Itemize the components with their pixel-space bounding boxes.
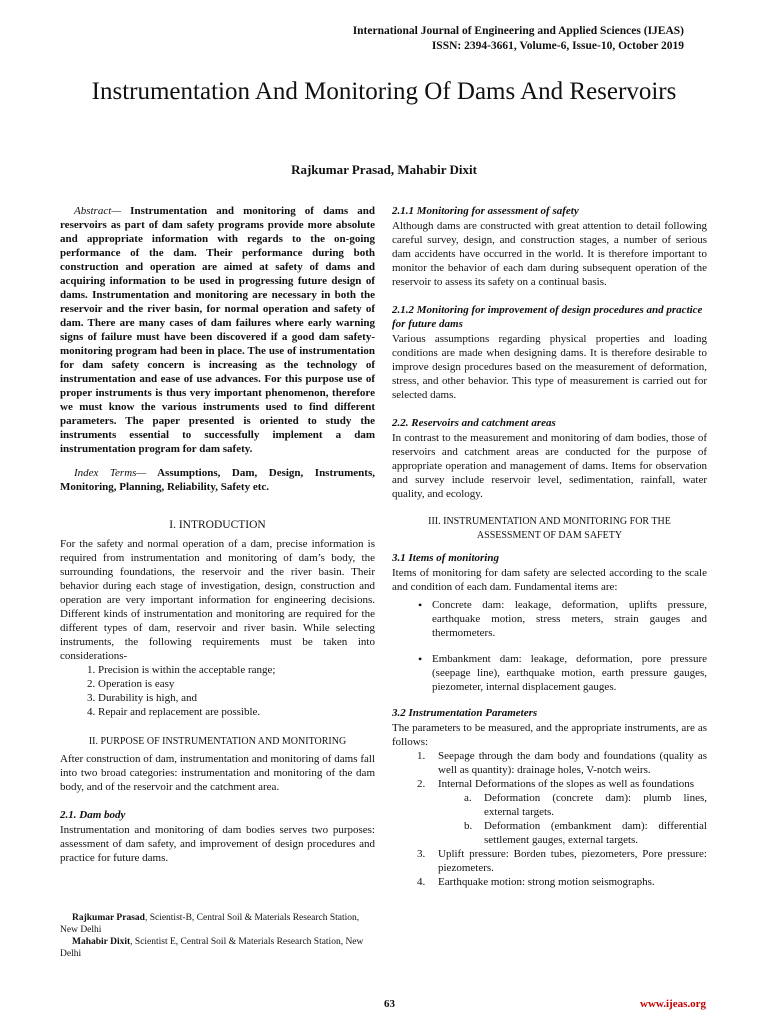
abstract — [60, 204, 375, 456]
paper-authors: Rajkumar Prasad, Mahabir Dixit — [291, 162, 477, 177]
dam-body-heading: 2.1. Dam body — [60, 809, 126, 821]
list-item: 3. Durability is high, and — [98, 691, 375, 705]
s212-paragraph: Various assumptions regarding physical properties and loading conditions are made when designing dams. It is therefore desirable to improve design procedures based on the measurement of deformation, stress, and other behavior. This type of measurement is carried out for selected dams. — [392, 333, 707, 401]
section3-heading — [392, 515, 707, 543]
list-item: 4. Earthquake motion: strong motion seismographs. — [417, 876, 655, 888]
s32-paragraph: The parameters to be measured, and the appropriate instruments, are as follows: — [392, 722, 707, 748]
s22-heading: 2.2. Reservoirs and catchment areas — [392, 417, 556, 429]
abstract-lead: Abstract— — [74, 205, 122, 217]
dam-body-paragraph: Instrumentation and monitoring of dam bodies serves two purposes: assessment of dam safety, and improvement of design procedures and practice for future dams. — [60, 824, 375, 864]
journal-website-link[interactable]: www.ijeas.org — [640, 998, 706, 1010]
page-number: 63 — [384, 998, 395, 1010]
right-column — [392, 204, 707, 889]
s22-paragraph: In contrast to the measurement and monitoring of dam bodies, those of reservoirs and catchment areas are conducted for the purpose of appropriate operation and management of dams. Items for observation and survey include reservoir level, sedimentation, rainfall, water quality, and ecology. — [392, 432, 707, 500]
journal-name: International Journal of Engineering and Applied Sciences (IJEAS) — [352, 25, 684, 37]
list-item: • Concrete dam: leakage, deformation, uplifts pressure, earthquake motion, stress meters, strain gauges and thermometers. — [418, 598, 707, 639]
footnote-author-1: Rajkumar Prasad — [72, 913, 145, 923]
parameters-list — [392, 749, 707, 889]
monitoring-items-list — [392, 598, 707, 694]
list-item: 4. Repair and replacement are possible. — [98, 705, 375, 719]
footnote-affiliation-2: , Scientist E, Central Soil & Materials Research Station, New Delhi — [60, 937, 364, 959]
deformation-sublist — [438, 791, 707, 847]
s212-heading: 2.1.2 Monitoring for improvement of design procedures and practice for future dams — [392, 304, 703, 330]
requirements-list — [60, 663, 375, 719]
purpose-heading: II. PURPOSE OF INSTRUMENTATION AND MONITORING — [88, 736, 347, 747]
s211-paragraph: Although dams are constructed with great attention to detail following careful survey, design, and construction stages, a number of serious dam accidents have occurred in the world. It is therefore important to monitor the behavior of each dam during subsequent operation of the reservoir to assess its safety on a continual basis. — [392, 220, 707, 288]
index-terms — [60, 466, 375, 494]
section3-heading-line2: ASSESSMENT OF DAM SAFETY — [476, 530, 623, 541]
s211-heading: 2.1.1 Monitoring for assessment of safety — [392, 205, 579, 217]
list-item: 1. Seepage through the dam body and foundations (quality as well as quantity): drainage holes, V-notch weirs. — [417, 750, 707, 776]
footnote-author-2: Mahabir Dixit — [72, 937, 131, 947]
index-terms-lead: Index Terms— — [74, 467, 147, 479]
bullet-icon: • — [418, 652, 423, 666]
left-column — [60, 204, 375, 865]
bullet-icon: • — [418, 598, 423, 612]
intro-heading: I. INTRODUCTION — [169, 519, 266, 531]
journal-header — [353, 24, 684, 54]
index-terms-text: Assumptions, Dam, Design, Instruments, Monitoring, Planning, Reliability, Safety etc. — [60, 467, 375, 493]
author-footnote — [60, 912, 375, 960]
list-item: 2. Internal Deformations of the slopes as well as foundations a. Deformation (concrete dam): plumb lines, external targets. b. Deformation (embankment dam): differential settlement gauges, external targets. — [417, 778, 707, 846]
s31-paragraph: Items of monitoring for dam safety are selected according to the scale and condition of each dam. Fundamental items are: — [392, 567, 707, 593]
list-item: 1. Precision is within the acceptable range; — [98, 663, 375, 677]
abstract-text: Instrumentation and monitoring of dams and reservoirs as part of dam safety programs provide more absolute and appropriate information with regards to the on-going performance of the dam. Their performance during both construction and operation are aimed at safety of dams and acquiring information to be used in progressing future design of dams. Instrumentation and monitoring are necessary in both the reservoir and the river basin, for normal operation and safety of dam. There are many cases of dam failures where early warning signs of failure must have been discovered if a good dam safety-monitoring program had been in place. The use of instrumentation for dam safety concern is increasing as the technology of instrumentation and ease of use advances. For this purpose use of proper instruments is thus very important phenomenon, therefore we must know the various instruments used to find different parameters. The paper presented is oriented to study the instruments essential to successfully implement a dam instrumentation program for dam safety. — [60, 205, 375, 455]
list-item: • Embankment dam: leakage, deformation, pore pressure (seepage line), earthquake motion, earth pressure gauges, piezometer, internal displacement gauges. — [418, 652, 707, 693]
list-item: 3. Uplift pressure: Borden tubes, piezometers, Pore pressure: piezometers. — [417, 848, 707, 874]
purpose-paragraph: After construction of dam, instrumentation and monitoring of dams fall into two broad categories: instrumentation and monitoring of the dam body, and of the reservoir and the catchment area. — [60, 753, 375, 793]
footnote-affiliation-1: , Scientist-B, Central Soil & Materials Research Station, New Delhi — [60, 913, 360, 935]
s31-heading: 3.1 Items of monitoring — [392, 552, 499, 564]
list-item: 2. Operation is easy — [98, 677, 375, 691]
intro-paragraph: For the safety and normal operation of a dam, precise information is required from instrumentation and monitoring of dam’s body, the surrounding foundations, the reservoir and the river basin. Their behavior during each stage of investigation, design, construction and operation are very important information for engineering decisions. Different kinds of instrumentation and monitoring are required for the different types of dam, reservoir and river basin. While selecting instruments, the following requirements must be taken into considerations- — [60, 538, 375, 662]
section3-heading-line1: III. INSTRUMENTATION AND MONITORING FOR THE — [428, 516, 671, 527]
list-item: b. Deformation (embankment dam): differential settlement gauges, external targets. — [464, 820, 707, 846]
list-item: a. Deformation (concrete dam): plumb lines, external targets. — [464, 792, 707, 818]
s32-heading: 3.2 Instrumentation Parameters — [392, 707, 538, 719]
journal-issn: ISSN: 2394-3661, Volume-6, Issue-10, October 2019 — [431, 40, 684, 52]
paper-title: Instrumentation And Monitoring Of Dams And Reservoirs — [91, 78, 677, 105]
